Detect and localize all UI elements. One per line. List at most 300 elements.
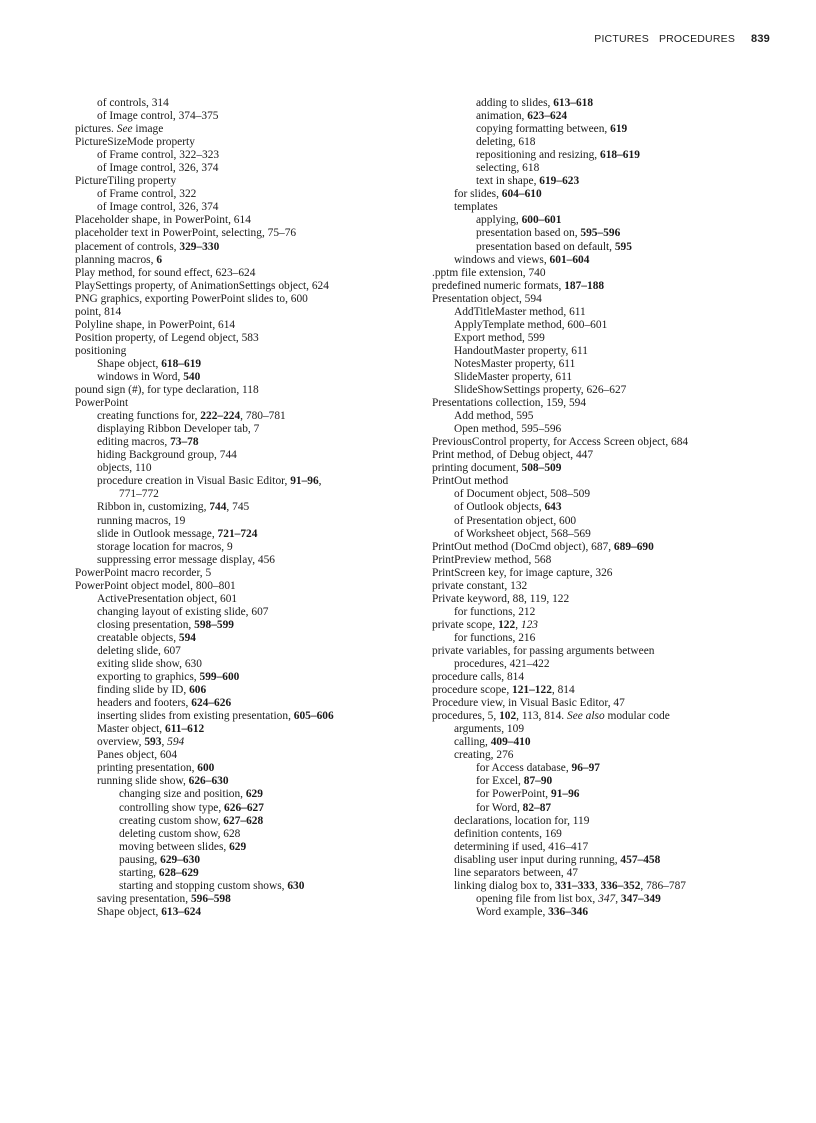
index-entry	[432, 241, 787, 254]
index-page-ref-bold: 629–630	[160, 853, 201, 866]
index-text: deleting custom show, 628	[119, 827, 241, 840]
index-text: line separators between, 47	[454, 866, 578, 879]
index-text: ActivePresentation object, 601	[97, 592, 238, 605]
index-page-ref-bold: 601–604	[549, 253, 590, 266]
index-entry	[75, 815, 415, 828]
index-entry	[75, 293, 415, 306]
index-text-italic: 347	[598, 892, 616, 905]
index-entry	[432, 893, 787, 906]
index-entry	[432, 123, 787, 136]
index-entry	[432, 110, 787, 123]
index-text: PreviousControl property, for Access Screen object, 684	[432, 436, 689, 449]
index-page-ref-bold: 600	[197, 762, 215, 775]
running-head	[594, 33, 770, 49]
index-page-ref-bold: 102	[499, 710, 517, 723]
index-column-right	[432, 97, 787, 919]
index-text: copying formatting between,	[476, 123, 611, 136]
index-page-ref-bold: 91–96	[551, 788, 580, 801]
index-text: of Image control, 374–375	[97, 110, 219, 123]
index-entry	[432, 332, 787, 345]
index-entry	[432, 280, 787, 293]
index-entry	[432, 541, 787, 554]
index-text: PrintOut method	[432, 475, 509, 488]
index-text: procedure scope,	[432, 684, 513, 697]
index-entry	[75, 645, 415, 658]
index-text: pausing,	[119, 853, 161, 866]
index-text: PictureTiling property	[75, 175, 177, 188]
index-text: PowerPoint macro recorder, 5	[75, 566, 212, 579]
index-entry	[75, 541, 415, 554]
index-page-ref-bold: 605–606	[293, 710, 334, 723]
index-text: for Access database,	[476, 762, 572, 775]
index-text: , 745	[226, 501, 250, 514]
index-entry	[432, 723, 787, 736]
index-page-ref-bold: 331–333	[554, 879, 595, 892]
index-entry	[75, 867, 415, 880]
index-text: starting,	[119, 866, 159, 879]
index-page-ref-bold: 611–612	[165, 723, 205, 736]
index-text: , 780–781	[240, 410, 286, 423]
index-entry	[432, 619, 787, 632]
index-text-italic: 123	[520, 618, 538, 631]
index-entry	[432, 201, 787, 214]
index-entry	[75, 149, 415, 162]
index-entry	[432, 775, 787, 788]
index-text: of Image control, 326, 374	[97, 201, 219, 214]
index-text: adding to slides,	[476, 97, 554, 109]
index-page-ref-bold: 626–627	[224, 801, 264, 814]
index-text: Open method, 595–596	[454, 423, 562, 436]
index-entry	[75, 384, 415, 397]
index-text: printing presentation,	[97, 762, 198, 775]
index-text: definition contents, 169	[454, 827, 562, 840]
index-text: positioning	[75, 344, 127, 357]
index-text: procedures, 421–422	[454, 658, 550, 671]
index-entry	[432, 97, 787, 110]
index-text: pictures.	[75, 123, 117, 136]
index-text: selecting, 618	[476, 162, 540, 175]
index-page-ref-bold: 347–349	[620, 892, 661, 905]
index-page-ref-bold: 73–78	[170, 436, 199, 449]
index-entry	[75, 436, 415, 449]
index-page-ref-bold: 336–352	[600, 879, 641, 892]
index-entry	[75, 332, 415, 345]
index-entry	[75, 736, 415, 749]
index-entry	[432, 697, 787, 710]
index-text: animation,	[476, 110, 528, 123]
index-text-italic: See	[116, 123, 133, 136]
index-text: for Excel,	[476, 775, 524, 788]
index-entry	[432, 606, 787, 619]
index-text: windows in Word,	[97, 370, 184, 383]
index-text: arguments, 109	[454, 723, 525, 736]
index-text: private constant, 132	[432, 579, 528, 592]
index-entry	[75, 123, 415, 136]
index-page-ref-bold: 613–618	[553, 97, 594, 109]
index-text: .pptm file extension, 740	[432, 266, 546, 279]
index-text: deleting slide, 607	[97, 644, 181, 657]
index-entry	[75, 854, 415, 867]
index-entry	[432, 358, 787, 371]
index-page-ref-bold: 508–509	[521, 462, 562, 475]
index-entry	[432, 593, 787, 606]
index-entry	[75, 410, 415, 423]
index-entry	[432, 880, 787, 893]
index-text: text in shape,	[476, 175, 540, 188]
index-page-ref-bold: 630	[287, 879, 305, 892]
index-text: AddTitleMaster method, 611	[454, 305, 586, 318]
index-text: ,	[615, 892, 621, 905]
index-text: of controls, 314	[97, 97, 169, 109]
index-entry	[75, 658, 415, 671]
index-text: Play method, for sound effect, 623–624	[75, 266, 256, 279]
index-page-ref-bold: 595–596	[580, 227, 621, 240]
index-text: PNG graphics, exporting PowerPoint slides to, 600	[75, 292, 308, 305]
index-text: PrintOut method (DoCmd object), 687,	[432, 540, 614, 553]
index-entry	[432, 515, 787, 528]
index-entry	[75, 684, 415, 697]
index-text: Procedure view, in Visual Basic Editor, 47	[432, 697, 625, 710]
index-entry	[75, 214, 415, 227]
index-text: PrintPreview method, 568	[432, 553, 552, 566]
index-entry	[75, 671, 415, 684]
index-entry	[75, 201, 415, 214]
index-entry	[75, 762, 415, 775]
index-entry	[75, 280, 415, 293]
index-entry	[432, 436, 787, 449]
index-page-ref-bold: 329–330	[179, 240, 220, 253]
index-text: procedure creation in Visual Basic Editor,	[97, 475, 291, 488]
index-text: Presentation object, 594	[432, 292, 542, 305]
index-text: predefined numeric formats,	[432, 279, 565, 292]
index-entry	[432, 501, 787, 514]
index-entry	[432, 906, 787, 919]
index-text: storage location for macros, 9	[97, 540, 233, 553]
index-text: ,	[161, 736, 168, 749]
index-page-ref-bold: 626–630	[188, 775, 229, 788]
index-page-ref-bold: 744	[209, 501, 227, 514]
index-entry	[432, 293, 787, 306]
index-text: hiding Background group, 744	[97, 449, 237, 462]
index-text: pound sign (#), for type declaration, 118	[75, 384, 259, 397]
index-text: Shape object,	[97, 357, 162, 370]
index-entry	[432, 802, 787, 815]
index-entry	[432, 867, 787, 880]
index-text: of Outlook objects,	[454, 501, 545, 514]
index-text: ,	[594, 879, 601, 892]
index-page-ref-bold: 6	[156, 253, 163, 266]
index-entry	[75, 267, 415, 280]
index-entry	[432, 188, 787, 201]
index-page-ref-bold: 96–97	[571, 762, 600, 775]
index-entry	[432, 319, 787, 332]
index-entry	[432, 410, 787, 423]
index-text: starting and stopping custom shows,	[119, 879, 288, 892]
index-text: creatable objects,	[97, 631, 179, 644]
index-page-ref-bold: 606	[189, 684, 207, 697]
index-page-ref-bold: 409–410	[490, 736, 531, 749]
index-entry	[75, 554, 415, 567]
index-entry	[75, 175, 415, 188]
index-page-ref-bold: 91–96	[290, 475, 319, 488]
index-text: calling,	[454, 736, 491, 749]
index-text: for Word,	[476, 801, 523, 814]
index-page-ref-bold: 599–600	[199, 671, 240, 684]
index-text: SlideMaster property, 611	[454, 370, 573, 383]
index-entry	[432, 475, 787, 488]
index-text: changing layout of existing slide, 607	[97, 605, 269, 618]
index-entry	[432, 306, 787, 319]
index-entry	[75, 580, 415, 593]
index-text: creating functions for,	[97, 410, 201, 423]
index-page-ref-bold: 457–458	[620, 853, 661, 866]
index-text: PrintScreen key, for image capture, 326	[432, 566, 613, 579]
index-text: for functions, 216	[454, 631, 536, 644]
index-entry	[75, 136, 415, 149]
index-page-ref-bold: 222–224	[200, 410, 241, 423]
index-text: applying,	[476, 214, 522, 227]
index-text: deleting, 618	[476, 136, 536, 149]
index-text: Print method, of Debug object, 447	[432, 449, 594, 462]
index-entry	[432, 214, 787, 227]
index-text: NotesMaster property, 611	[454, 357, 576, 370]
index-entry	[432, 423, 787, 436]
index-entry	[75, 306, 415, 319]
index-entry	[75, 749, 415, 762]
index-text: Ribbon in, customizing,	[97, 501, 210, 514]
index-text: of Frame control, 322–323	[97, 149, 220, 162]
index-text: templates	[454, 201, 498, 214]
index-entry	[75, 254, 415, 267]
index-text: running slide show,	[97, 775, 189, 788]
index-text: controlling show type,	[119, 801, 225, 814]
index-entry	[75, 593, 415, 606]
index-page-ref-bold: 689–690	[613, 540, 654, 553]
index-text: for functions, 212	[454, 605, 536, 618]
index-page-ref-bold: 540	[183, 370, 201, 383]
index-text: presentation based on,	[476, 227, 581, 240]
index-entry	[432, 854, 787, 867]
index-entry	[432, 162, 787, 175]
index-text: creating, 276	[454, 749, 514, 762]
index-page-ref-bold: 619	[610, 123, 628, 136]
index-entry	[432, 175, 787, 188]
index-text: PowerPoint object model, 800–801	[75, 579, 236, 592]
index-text-italic: See also	[567, 710, 605, 723]
index-entry	[75, 488, 415, 501]
index-entry	[432, 528, 787, 541]
index-text: 771–772	[119, 488, 159, 501]
running-head-right-word: PROCEDURES	[658, 33, 736, 45]
index-entry	[432, 632, 787, 645]
index-text: image	[132, 123, 164, 136]
index-text: Word example,	[476, 905, 549, 918]
index-text: private variables, for passing arguments between	[432, 644, 655, 657]
index-text: closing presentation,	[97, 618, 195, 631]
index-entry	[75, 241, 415, 254]
index-text: procedures, 5,	[432, 710, 500, 723]
index-text: Export method, 599	[454, 331, 545, 344]
index-entry	[432, 736, 787, 749]
index-text: inserting slides from existing presentation,	[97, 710, 294, 723]
index-text: Add method, 595	[454, 410, 534, 423]
index-entry	[432, 136, 787, 149]
index-text: displaying Ribbon Developer tab, 7	[97, 423, 260, 436]
index-entry	[432, 828, 787, 841]
index-text: ,	[515, 618, 521, 631]
index-text: suppressing error message display, 456	[97, 553, 275, 566]
index-text: slide in Outlook message,	[97, 527, 218, 540]
index-text: of Worksheet object, 568–569	[454, 527, 591, 540]
index-text: for PowerPoint,	[476, 788, 551, 801]
index-entry	[75, 697, 415, 710]
index-page-ref-bold: 82–87	[522, 801, 552, 814]
index-text: finding slide by ID,	[97, 684, 190, 697]
index-entry	[75, 515, 415, 528]
index-entry	[75, 906, 415, 919]
index-entry	[432, 254, 787, 267]
index-page-ref-bold: 594	[178, 631, 196, 644]
index-entry	[75, 358, 415, 371]
index-entry	[432, 671, 787, 684]
index-text: overview,	[97, 736, 145, 749]
index-text: Position property, of Legend object, 583	[75, 331, 259, 344]
index-text: changing size and position,	[119, 788, 246, 801]
index-page-ref-bold: 336–346	[548, 905, 589, 918]
index-page-ref-bold: 619–623	[539, 175, 580, 188]
index-text: point, 814	[75, 305, 122, 318]
index-text: Placeholder shape, in PowerPoint, 614	[75, 214, 251, 227]
index-text: of Frame control, 322	[97, 188, 197, 201]
index-text: of Presentation object, 600	[454, 514, 577, 527]
index-entry	[75, 462, 415, 475]
index-entry	[75, 606, 415, 619]
index-entry	[75, 449, 415, 462]
index-text: Private keyword, 88, 119, 122	[432, 592, 570, 605]
index-entry	[432, 371, 787, 384]
index-text: linking dialog box to,	[454, 879, 555, 892]
index-text: PictureSizeMode property	[75, 136, 195, 149]
index-entry	[75, 501, 415, 514]
index-text: ,	[318, 475, 322, 488]
index-entry	[432, 345, 787, 358]
index-text: SlideShowSettings property, 626–627	[454, 384, 627, 397]
index-entry	[432, 567, 787, 580]
index-text: procedure calls, 814	[432, 671, 525, 684]
index-text: planning macros,	[75, 253, 157, 266]
index-text: of Image control, 326, 374	[97, 162, 219, 175]
running-head-left-word: PICTURES	[594, 33, 649, 45]
index-text: creating custom show,	[119, 814, 224, 827]
index-text: objects, 110	[97, 462, 152, 475]
index-page-ref-bold: 629	[229, 840, 247, 853]
index-text: , 814	[551, 684, 575, 697]
index-page-ref-bold: 628–629	[158, 866, 199, 879]
index-entry	[75, 828, 415, 841]
index-page-ref-bold: 596–598	[190, 892, 231, 905]
index-page-ref-bold: 613–624	[161, 905, 202, 918]
index-entry	[75, 423, 415, 436]
index-text: placement of controls,	[75, 240, 180, 253]
index-text: , 786–787	[640, 879, 686, 892]
index-text: determining if used, 416–417	[454, 840, 589, 853]
index-entry	[75, 788, 415, 801]
index-page-ref-bold: 600–601	[521, 214, 562, 227]
index-entry	[75, 188, 415, 201]
index-entry	[75, 162, 415, 175]
index-text: Polyline shape, in PowerPoint, 614	[75, 318, 236, 331]
index-entry	[432, 384, 787, 397]
index-text: disabling user input during running,	[454, 853, 621, 866]
index-text: editing macros,	[97, 436, 171, 449]
index-text: saving presentation,	[97, 892, 191, 905]
index-text: Shape object,	[97, 905, 162, 918]
page-number: 839	[751, 33, 770, 45]
index-entry	[75, 710, 415, 723]
index-text: moving between slides,	[119, 840, 230, 853]
index-entry	[75, 528, 415, 541]
index-entry	[432, 684, 787, 697]
index-page-ref-bold: 122	[498, 618, 516, 631]
index-entry	[432, 710, 787, 723]
index-text: Presentations collection, 159, 594	[432, 397, 587, 410]
index-page-ref-bold: 643	[544, 501, 562, 514]
index-page-ref-bold: 595	[614, 240, 632, 253]
index-entry	[432, 462, 787, 475]
index-entry	[75, 802, 415, 815]
index-entry	[432, 788, 787, 801]
index-text-italic: 594	[167, 736, 185, 749]
index-page-ref-bold: 618–619	[600, 149, 640, 162]
index-text: printing document,	[432, 462, 522, 475]
index-page-ref-bold: 624–626	[191, 697, 232, 710]
index-text: modular code	[604, 710, 670, 723]
index-entry	[75, 319, 415, 332]
index-text: windows and views,	[454, 253, 550, 266]
index-entry	[75, 97, 415, 110]
index-text: headers and footers,	[97, 697, 192, 710]
index-entry	[432, 397, 787, 410]
index-entry	[432, 580, 787, 593]
index-entry	[75, 110, 415, 123]
index-text: declarations, location for, 119	[454, 814, 590, 827]
index-entry	[75, 397, 415, 410]
index-text: placeholder text in PowerPoint, selecting, 75–76	[75, 227, 297, 240]
index-entry	[75, 775, 415, 788]
index-text: repositioning and resizing,	[476, 149, 601, 162]
index-entry	[432, 762, 787, 775]
index-text: PowerPoint	[75, 397, 129, 410]
index-page-ref-bold: 121–122	[512, 684, 552, 697]
index-text: Panes object, 604	[97, 749, 178, 762]
index-entry	[432, 645, 787, 658]
index-entry	[75, 371, 415, 384]
index-page-ref-bold: 627–628	[223, 814, 264, 827]
index-page-ref-bold: 604–610	[501, 188, 542, 201]
index-entry	[75, 893, 415, 906]
index-entry	[432, 488, 787, 501]
index-entry	[75, 880, 415, 893]
index-entry	[75, 227, 415, 240]
index-text: of Document object, 508–509	[454, 488, 591, 501]
index-column-left	[75, 97, 415, 919]
index-page-ref-bold: 618–619	[161, 357, 202, 370]
index-entry	[75, 345, 415, 358]
index-text: HandoutMaster property, 611	[454, 344, 588, 357]
index-page-ref-bold: 598–599	[194, 618, 234, 631]
index-page-ref-bold: 623–624	[527, 110, 568, 123]
index-entry	[432, 749, 787, 762]
